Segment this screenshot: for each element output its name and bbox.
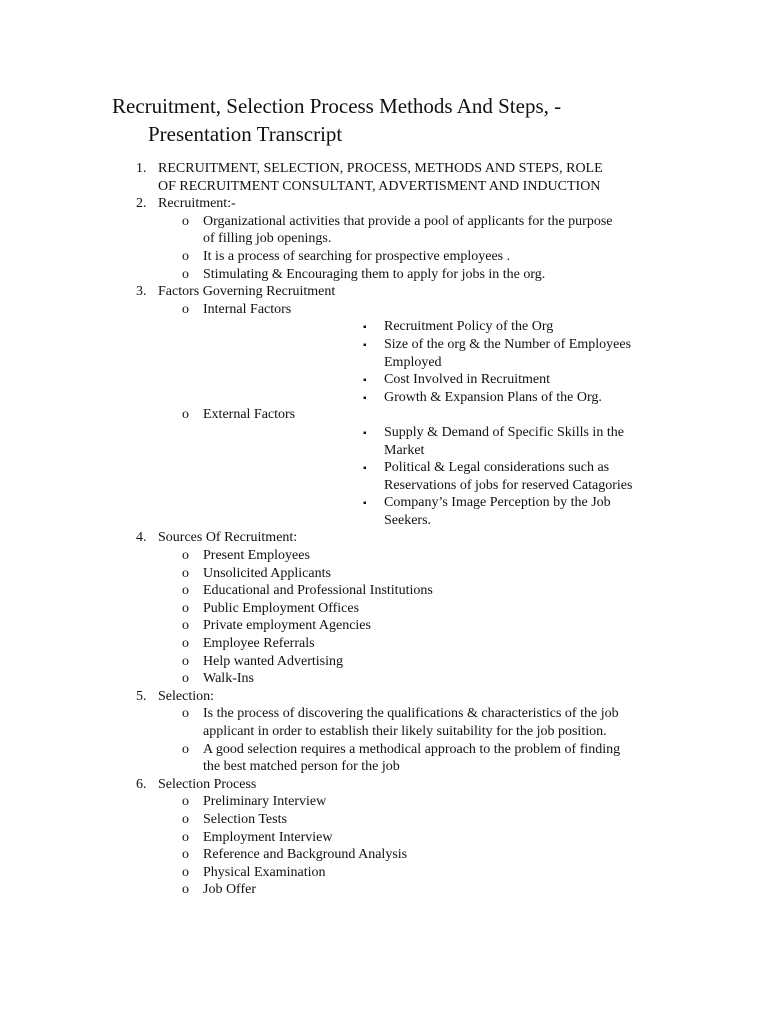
item-text: OF RECRUITMENT CONSULTANT, ADVERTISMENT AND INDUCTION bbox=[158, 178, 601, 194]
item-number: 5. bbox=[136, 688, 147, 704]
square-bullet-icon: ▪ bbox=[363, 375, 367, 387]
item-number: 1. bbox=[136, 161, 147, 176]
item-label: Factors Governing Recruitment bbox=[158, 284, 336, 300]
circle-bullet-icon: o bbox=[182, 600, 189, 616]
square-bullet-icon: ▪ bbox=[363, 339, 367, 351]
item-label: Selection: bbox=[158, 688, 214, 704]
circle-bullet-icon: o bbox=[182, 583, 189, 599]
circle-bullet-icon: o bbox=[182, 794, 189, 810]
item-label: Sources Of Recruitment: bbox=[158, 530, 298, 546]
circle-bullet-icon: o bbox=[182, 829, 189, 845]
item-text: RECRUITMENT, SELECTION, PROCESS, METHODS AND STEPS, ROLE bbox=[158, 161, 603, 176]
sub-item: o Is the process of discovering the qualifications & characteristics of the job applicant in order to establish their likely suitability for the job position. bbox=[182, 706, 619, 739]
circle-bullet-icon: o bbox=[182, 548, 189, 564]
circle-bullet-icon: o bbox=[182, 636, 189, 652]
item-label: Selection Process bbox=[158, 776, 257, 792]
sub-item: o It is a process of searching for prospective employees . bbox=[182, 248, 511, 264]
sub-item: o Job Offer bbox=[182, 882, 257, 898]
square-point: ▪ Size of the org & the Number of Employees Employed bbox=[363, 336, 632, 370]
item-label: Recruitment:- bbox=[158, 196, 236, 212]
circle-bullet-icon: o bbox=[182, 847, 189, 863]
circle-bullet-icon: o bbox=[182, 213, 189, 229]
sub-item: o Employee Referrals bbox=[182, 636, 315, 652]
item-number: 6. bbox=[136, 776, 147, 792]
circle-bullet-icon: o bbox=[182, 618, 189, 634]
title-line-1: Recruitment, Selection Process Methods And Steps, - bbox=[112, 94, 562, 118]
square-point: ▪ Political & Legal considerations such as Reservations of jobs for reserved Catagories bbox=[363, 460, 633, 493]
square-bullet-icon: ▪ bbox=[363, 392, 367, 404]
circle-bullet-icon: o bbox=[182, 741, 189, 757]
sub-item: o Organizational activities that provide a pool of applicants for the purpose of filling job openings. bbox=[182, 213, 613, 247]
sub-item: o Stimulating & Encouraging them to apply for jobs in the org. bbox=[182, 266, 546, 282]
sub-item-internal-factors: o Internal Factors bbox=[182, 301, 292, 317]
sub-item: o Educational and Professional Institutions bbox=[182, 583, 433, 599]
sub-item: o Public Employment Offices bbox=[182, 600, 360, 616]
list-item-3 bbox=[0, 283, 768, 301]
numbered-list bbox=[0, 160, 768, 899]
sub-item: o Present Employees bbox=[182, 548, 310, 564]
square-point: ▪ Growth & Expansion Plans of the Org. bbox=[0, 389, 768, 407]
sub-item: o Reference and Background Analysis bbox=[182, 847, 408, 863]
item-number: 3. bbox=[136, 284, 147, 300]
square-bullet-icon: ▪ bbox=[363, 427, 367, 439]
title-line-2: Presentation Transcript bbox=[148, 122, 343, 146]
sub-item: o Employment Interview bbox=[182, 829, 333, 845]
circle-bullet-icon: o bbox=[182, 565, 189, 581]
square-bullet-icon: ▪ bbox=[363, 498, 367, 510]
sub-item-external-factors: o External Factors bbox=[182, 407, 296, 423]
square-point: ▪ Supply & Demand of Specific Skills in the Market bbox=[363, 424, 624, 458]
circle-bullet-icon: o bbox=[182, 266, 189, 282]
document-title bbox=[112, 92, 712, 148]
list-item-1 bbox=[0, 160, 768, 195]
sub-item: o Unsolicited Applicants bbox=[182, 565, 331, 581]
circle-bullet-icon: o bbox=[182, 864, 189, 880]
square-bullet-icon: ▪ bbox=[363, 322, 367, 334]
square-point: ▪ Company’s Image Perception by the Job Seekers. bbox=[363, 495, 611, 528]
square-point: ▪ Cost Involved in Recruitment bbox=[0, 371, 768, 389]
circle-bullet-icon: o bbox=[182, 407, 189, 423]
sub-item: o Private employment Agencies bbox=[182, 618, 371, 634]
square-bullet-icon: ▪ bbox=[363, 463, 367, 475]
circle-bullet-icon: o bbox=[182, 706, 189, 722]
circle-bullet-icon: o bbox=[182, 653, 189, 669]
sub-item: o Selection Tests bbox=[182, 811, 287, 827]
sub-item: o A good selection requires a methodical approach to the problem of finding the best matched person for the job bbox=[182, 741, 621, 775]
item-number: 4. bbox=[136, 530, 147, 546]
circle-bullet-icon: o bbox=[182, 301, 189, 317]
item-number: 2. bbox=[136, 196, 147, 212]
circle-bullet-icon: o bbox=[182, 248, 189, 264]
sub-item: o Walk-Ins bbox=[182, 671, 254, 687]
circle-bullet-icon: o bbox=[182, 671, 189, 687]
square-point: ▪ Recruitment Policy of the Org bbox=[0, 318, 768, 336]
circle-bullet-icon: o bbox=[182, 882, 189, 898]
sub-item: o Physical Examination bbox=[182, 864, 326, 880]
sub-item: o Preliminary Interview bbox=[182, 794, 327, 810]
list-item-6 bbox=[0, 776, 768, 794]
list-item-2 bbox=[0, 195, 768, 213]
sub-item: o Help wanted Advertising bbox=[182, 653, 343, 669]
circle-bullet-icon: o bbox=[182, 811, 189, 827]
list-item-5 bbox=[0, 688, 768, 706]
list-item-4 bbox=[0, 529, 768, 547]
